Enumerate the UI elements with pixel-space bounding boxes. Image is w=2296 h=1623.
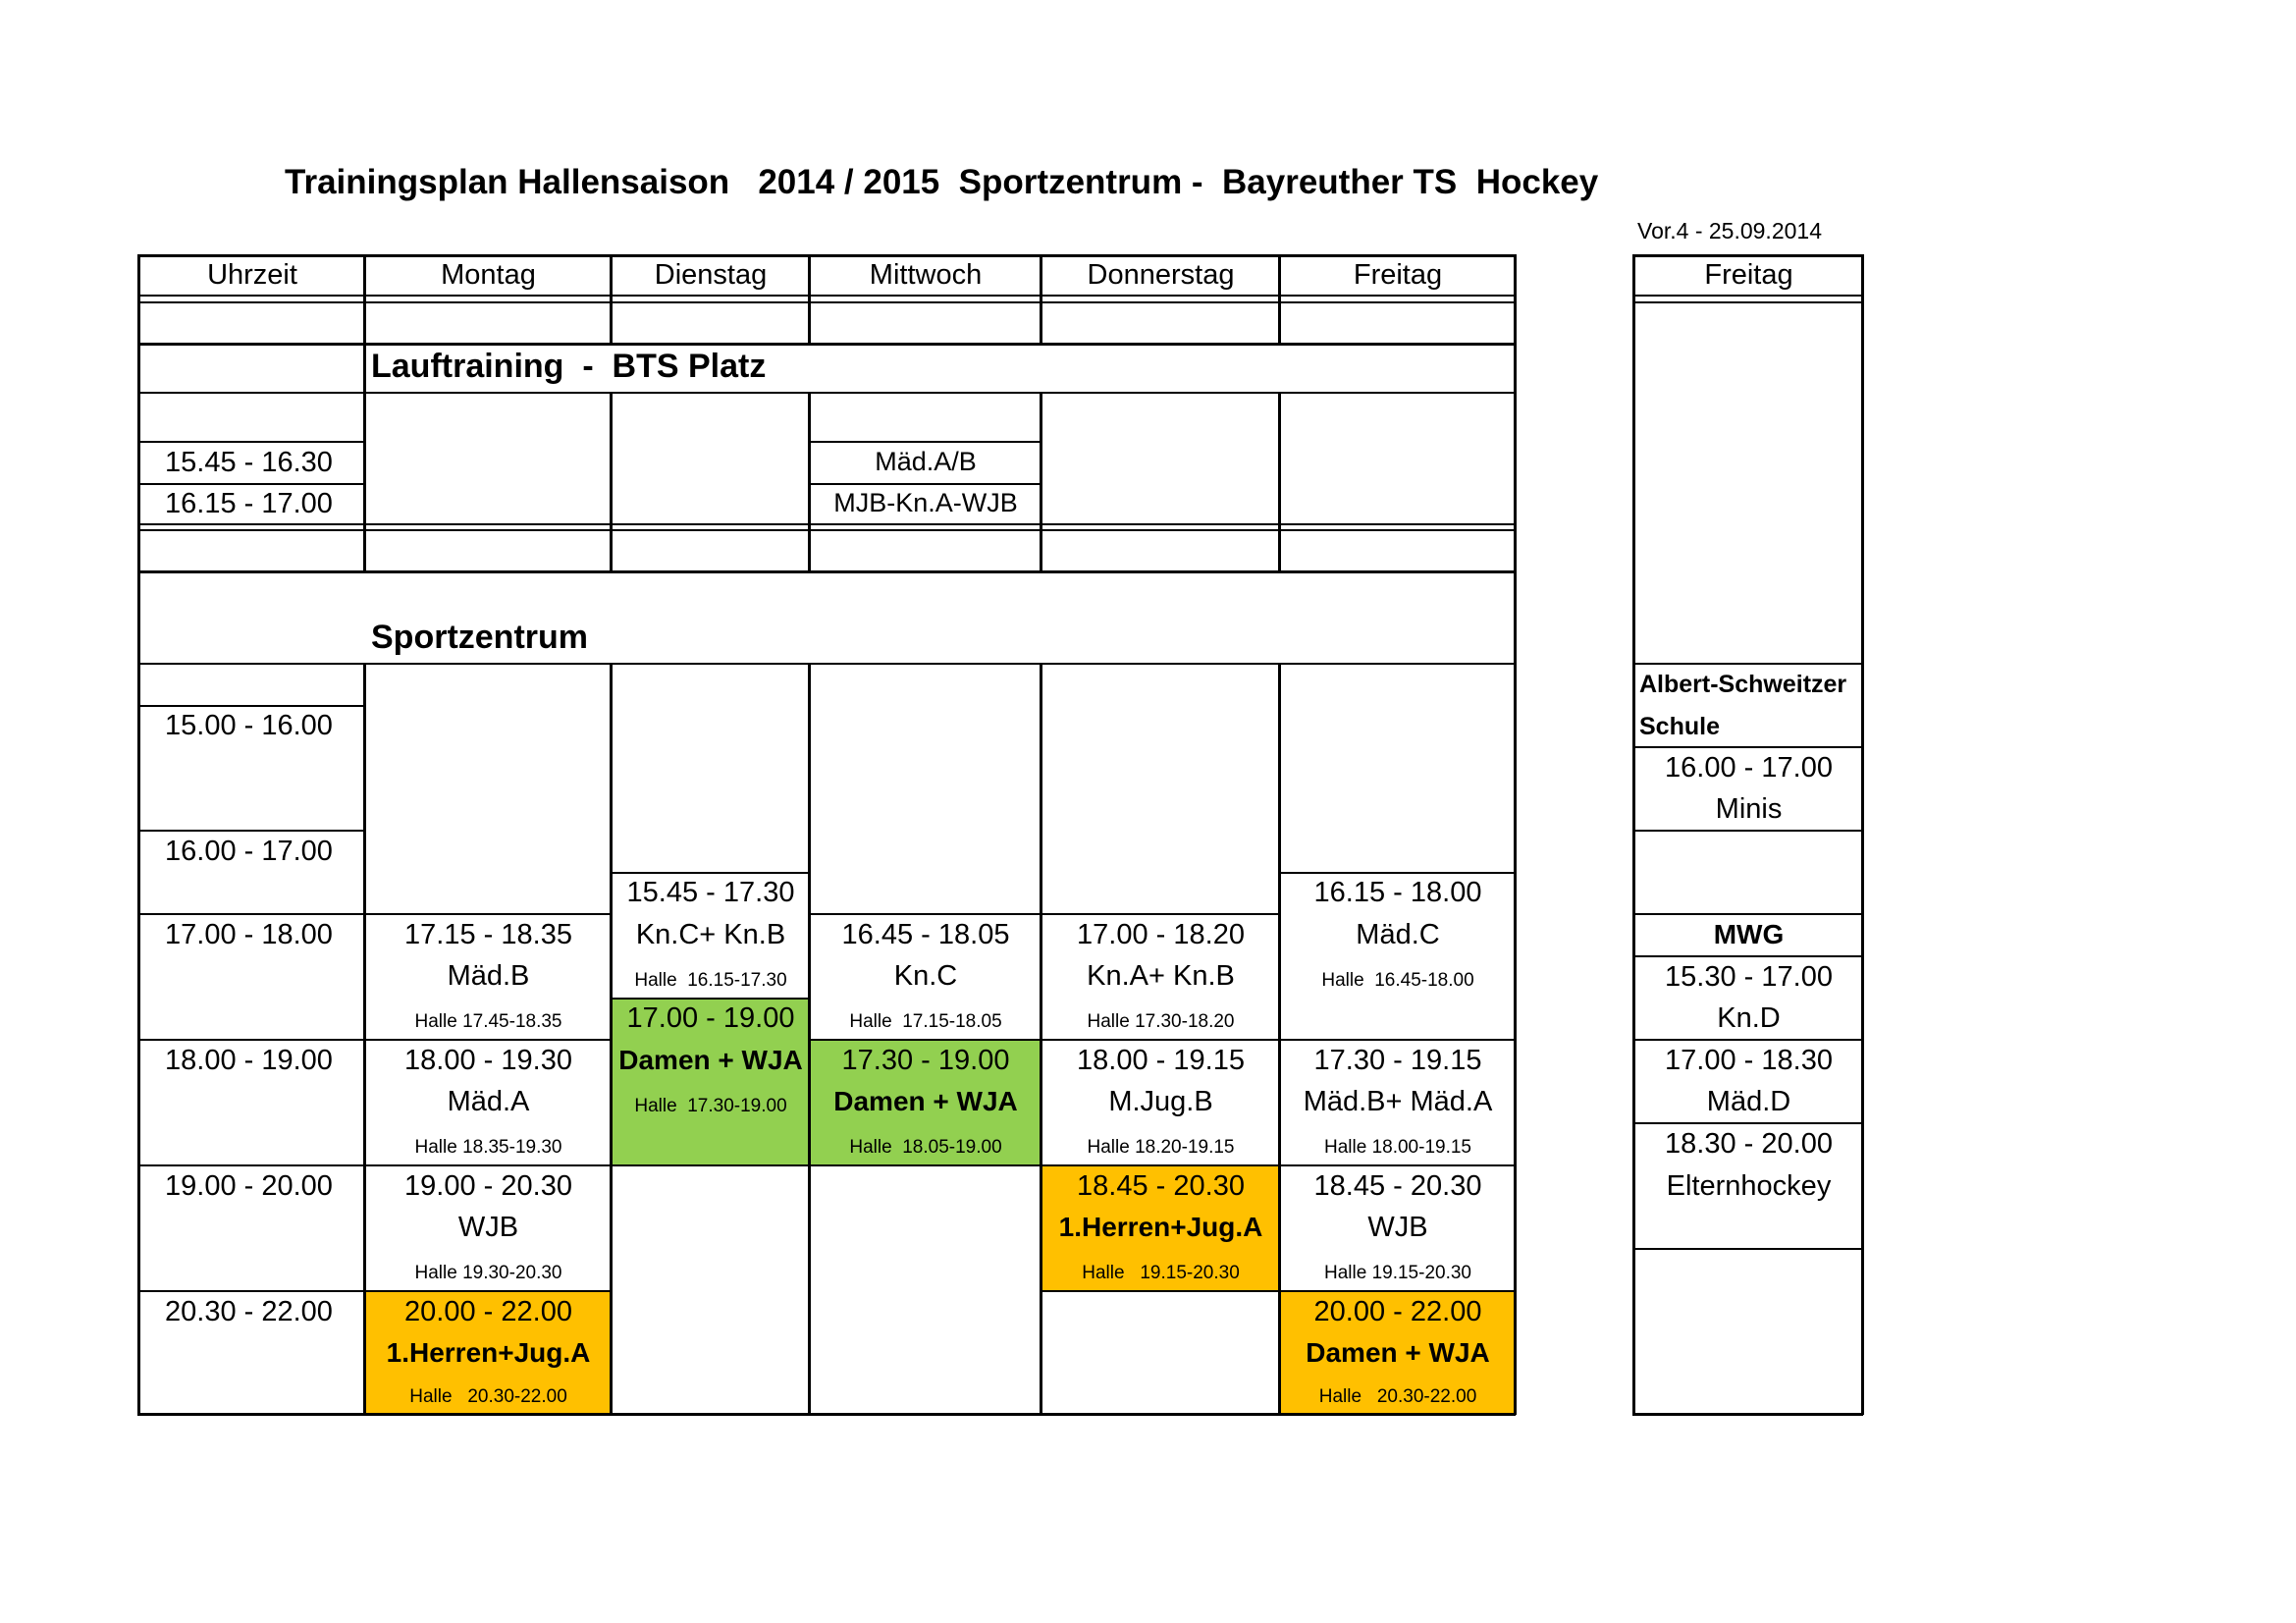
montag-4-halle: Halle 20.30-22.00 (409, 1386, 567, 1407)
montag-4-group: 1.Herren+Jug.A (386, 1337, 591, 1368)
mwg-slot-2-group: Mäd.D (1706, 1086, 1791, 1117)
mittwoch-2-halle: Halle 18.05-19.00 (849, 1137, 1002, 1158)
time-slot-1: 15.00 - 16.00 (165, 710, 333, 741)
montag-1-group: Mäd.B (447, 960, 530, 992)
schule-name-line-2: Schule (1639, 713, 1720, 740)
header-freitag: Freitag (1353, 259, 1443, 291)
donnerstag-3-time: 18.45 - 20.30 (1077, 1170, 1245, 1202)
montag-2-time: 18.00 - 19.30 (404, 1045, 572, 1076)
section-lauftraining: Lauftraining - BTS Platz (371, 348, 767, 385)
freitag-2-group: Mäd.B+ Mäd.A (1303, 1086, 1493, 1117)
time-slot-6: 20.30 - 22.00 (165, 1296, 333, 1327)
freitag-1-halle: Halle 16.45-18.00 (1321, 970, 1474, 991)
freitag-1-time: 16.15 - 18.00 (1313, 877, 1482, 908)
donnerstag-2-time: 18.00 - 19.15 (1077, 1045, 1245, 1076)
montag-3-halle: Halle 19.30-20.30 (414, 1263, 562, 1283)
freitag-4-halle: Halle 20.30-22.00 (1318, 1386, 1477, 1407)
montag-4-time: 20.00 - 22.00 (404, 1296, 572, 1327)
page-title: Trainingsplan Hallensaison 2014 / 2015 Sportzentrum - Bayreuther TS Hockey (285, 163, 1599, 201)
version-label: Vor.4 - 25.09.2014 (1637, 218, 1822, 243)
header-uhrzeit: Uhrzeit (207, 259, 297, 291)
montag-3-group: WJB (457, 1212, 519, 1243)
section-sportzentrum: Sportzentrum (371, 619, 588, 656)
mittwoch-1-group: Kn.C (893, 960, 958, 992)
mittwoch-2-group: Damen + WJA (833, 1086, 1018, 1116)
time-slot-3: 17.00 - 18.00 (165, 919, 333, 950)
montag-2-halle: Halle 18.35-19.30 (414, 1137, 562, 1158)
dienstag-2-halle: Halle 17.30-19.00 (634, 1096, 787, 1116)
montag-2-group: Mäd.A (447, 1086, 530, 1117)
montag-1-halle: Halle 17.45-18.35 (414, 1011, 562, 1032)
header-montag: Montag (441, 259, 536, 291)
mwg-slot-1-group: Kn.D (1717, 1002, 1781, 1034)
time-slot-4: 18.00 - 19.00 (165, 1045, 333, 1076)
donnerstag-2-group: M.Jug.B (1108, 1086, 1213, 1117)
donnerstag-2-halle: Halle 18.20-19.15 (1087, 1137, 1235, 1158)
mwg-label: MWG (1713, 919, 1785, 949)
freitag-3-time: 18.45 - 20.30 (1313, 1170, 1482, 1202)
mwg-slot-1-time: 15.30 - 17.00 (1665, 961, 1833, 993)
lauf-time-1: 15.45 - 16.30 (165, 447, 333, 478)
mwg-slot-3-time: 18.30 - 20.00 (1665, 1128, 1833, 1160)
freitag-3-group: WJB (1367, 1212, 1428, 1243)
mittwoch-2-time: 17.30 - 19.00 (841, 1045, 1010, 1076)
freitag-4-group: Damen + WJA (1306, 1337, 1490, 1368)
montag-3-time: 19.00 - 20.30 (404, 1170, 572, 1202)
dienstag-1-group: Kn.C+ Kn.B (635, 919, 786, 950)
lauf-time-2: 16.15 - 17.00 (165, 488, 333, 519)
donnerstag-3-halle: Halle 19.15-20.30 (1082, 1263, 1240, 1283)
donnerstag-3-group: 1.Herren+Jug.A (1058, 1212, 1263, 1242)
time-slot-5: 19.00 - 20.00 (165, 1170, 333, 1202)
schule-slot-time: 16.00 - 17.00 (1665, 752, 1833, 784)
time-slot-2: 16.00 - 17.00 (165, 836, 333, 867)
header-mittwoch: Mittwoch (869, 259, 983, 291)
mittwoch-1-halle: Halle 17.15-18.05 (849, 1011, 1002, 1032)
schule-name-line-1: Albert-Schweitzer (1639, 671, 1847, 698)
dienstag-2-time: 17.00 - 19.00 (626, 1002, 795, 1034)
header-freitag-2: Freitag (1704, 259, 1793, 291)
mwg-slot-3-group: Elternhockey (1666, 1170, 1832, 1202)
dienstag-1-time: 15.45 - 17.30 (626, 877, 795, 908)
lauf-mittwoch-1: Mäd.A/B (875, 447, 977, 476)
dienstag-2-group: Damen + WJA (618, 1045, 803, 1075)
freitag-4-time: 20.00 - 22.00 (1313, 1296, 1482, 1327)
montag-1-time: 17.15 - 18.35 (404, 919, 572, 950)
freitag-1-group: Mäd.C (1356, 919, 1440, 950)
freitag-3-halle: Halle 19.15-20.30 (1324, 1263, 1471, 1283)
donnerstag-1-time: 17.00 - 18.20 (1077, 919, 1245, 950)
mwg-slot-2-time: 17.00 - 18.30 (1665, 1045, 1833, 1076)
lauf-mittwoch-2: MJB-Kn.A-WJB (833, 488, 1018, 517)
donnerstag-1-group: Kn.A+ Kn.B (1087, 960, 1235, 992)
donnerstag-1-halle: Halle 17.30-18.20 (1087, 1011, 1235, 1032)
freitag-2-time: 17.30 - 19.15 (1313, 1045, 1482, 1076)
header-donnerstag: Donnerstag (1087, 259, 1235, 291)
dienstag-1-halle: Halle 16.15-17.30 (634, 970, 787, 991)
header-dienstag: Dienstag (654, 259, 768, 291)
mittwoch-1-time: 16.45 - 18.05 (841, 919, 1010, 950)
schule-slot-group: Minis (1715, 793, 1783, 825)
freitag-2-halle: Halle 18.00-19.15 (1324, 1137, 1471, 1158)
